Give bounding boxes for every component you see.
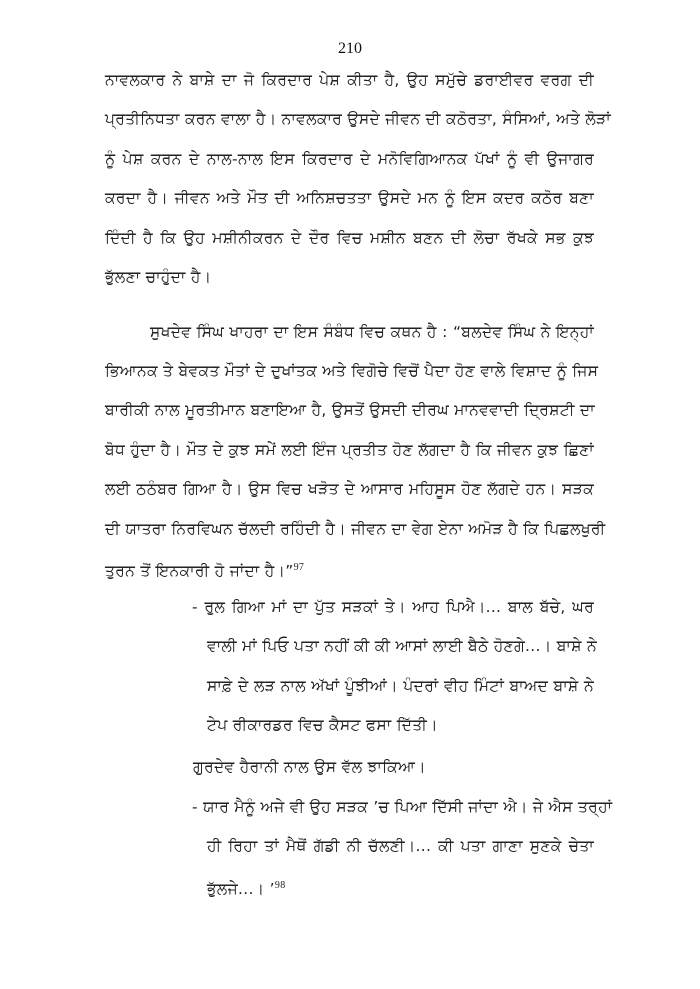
footnote-ref: 97 bbox=[293, 562, 305, 573]
text-line: ਦਿੰਦੀ ਹੈ ਕਿ ਉਹ ਮਸ਼ੀਨੀਕਰਨ ਦੇ ਦੌਰ ਵਿਚ ਮਸ਼ੀਨ ਬਣਨ ਦੀ ਲੋਚਾ ਰੱਖਕੇ ਸਭ ਕੁਝ bbox=[105, 229, 594, 247]
dialogue-line: ਟੇਪ ਰੀਕਾਰਡਰ ਵਿਚ ਕੈਸਟ ਫਸਾ ਦਿੱਤੀ। bbox=[207, 716, 438, 734]
dialogue-line: ਸਾਫ਼ੇ ਦੇ ਲੜ ਨਾਲ ਅੱਖਾਂ ਪੂੰਝੀਆਂ। ਪੰਦਰਾਂ ਵੀਹ ਮਿੰਟਾਂ ਬਾਅਦ ਬਾਸ਼ੇ ਨੇ bbox=[207, 677, 594, 695]
text-line: ਕਰਦਾ ਹੈ। ਜੀਵਨ ਅਤੇ ਮੌਤ ਦੀ ਅਨਿਸ਼ਚਤਤਾ ਉਸਦੇ ਮਨ ਨੂੰ ਇਸ ਕਦਰ ਕਠੋਰ ਬਣਾ bbox=[105, 189, 594, 207]
text-line: ਨਾਵਲਕਾਰ ਨੇ ਬਾਸ਼ੇ ਦਾ ਜੋ ਕਿਰਦਾਰ ਪੇਸ਼ ਕੀਤਾ ਹੈ, ਉਹ ਸਮੁੱਚੇ ਡਰਾਈਵਰ ਵਰਗ ਦੀ bbox=[105, 71, 594, 89]
text-line: ਤੁਰਨ ਤੋਂ ਇਨਕਾਰੀ ਹੋ ਜਾਂਦਾ ਹੈ।” bbox=[105, 562, 294, 580]
text-line: ਬੋਧ ਹੁੰਦਾ ਹੈ। ਮੌਤ ਦੇ ਕੁਝ ਸਮੇਂ ਲਈ ਇੰਜ ਪ੍ਰਤੀਤ ਹੋਣ ਲੱਗਦਾ ਹੈ ਕਿ ਜੀਵਨ ਕੁਝ ਛਿਣਾਂ bbox=[105, 441, 594, 459]
text-line: ਭੁੱਲਣਾ ਚਾਹੁੰਦਾ ਹੈ। bbox=[105, 268, 212, 286]
text-line: ਸੁਖਦੇਵ ਸਿੰਘ ਖਾਹਰਾ ਦਾ ਇਸ ਸੰਬੰਧ ਵਿਚ ਕਥਨ ਹੈ : “ਬਲਦੇਵ ਸਿੰਘ ਨੇ ਇਨ੍ਹਾਂ bbox=[150, 323, 594, 341]
dialogue-line: - ਯਾਰ ਮੈਨੂੰ ਅਜੇ ਵੀ ਉਹ ਸੜਕ ’ਚ ਪਿਆ ਦਿੱਸੀ ਜਾਂਦਾ ਐ। ਜੇ ਐਸ ਤਰ੍ਹਾਂ bbox=[192, 798, 613, 816]
text-line: ਭਿਆਨਕ ਤੇ ਬੇਵਕਤ ਮੌਤਾਂ ਦੇ ਦੁਖਾਂਤਕ ਅਤੇ ਵਿਗੋਚੇ ਵਿਚੋਂ ਪੈਦਾ ਹੋਣ ਵਾਲੇ ਵਿਸ਼ਾਦ ਨੂੰ ਜਿਸ bbox=[105, 362, 599, 380]
page-number: 210 bbox=[338, 40, 362, 57]
text-line-with-footnote bbox=[105, 558, 304, 581]
footnote-ref: 98 bbox=[274, 880, 286, 891]
dialogue-line-with-footnote bbox=[207, 876, 286, 899]
dialogue-line: ਭੁੱਲਜੇ...। ’ bbox=[207, 880, 275, 898]
text-line: ਨੂੰ ਪੇਸ਼ ਕਰਨ ਦੇ ਨਾਲ-ਨਾਲ ਇਸ ਕਿਰਦਾਰ ਦੇ ਮਨੋਵਿਗਿਆਨਕ ਪੱਖਾਂ ਨੂੰ ਵੀ ਉਜਾਗਰ bbox=[105, 150, 594, 168]
dialogue-line: ਹੀ ਰਿਹਾ ਤਾਂ ਮੈਥੋਂ ਗੱਡੀ ਨੀ ਚੱਲਣੀ।... ਕੀ ਪਤਾ ਗਾਣਾ ਸੁਣਕੇ ਚੇਤਾ bbox=[207, 837, 594, 855]
text-line: ਪ੍ਰਤੀਨਿਧਤਾ ਕਰਨ ਵਾਲਾ ਹੈ। ਨਾਵਲਕਾਰ ਉਸਦੇ ਜੀਵਨ ਦੀ ਕਠੋਰਤਾ, ਸੰਸਿਆਂ, ਅਤੇ ਲੋੜਾਂ bbox=[105, 110, 611, 128]
dialogue-line: - ਰੁਲ ਗਿਆ ਮਾਂ ਦਾ ਪੁੱਤ ਸੜਕਾਂ ਤੇ। ਆਹ ਪਿਐ।... ਬਾਲ ਬੱਚੇ, ਘਰ bbox=[192, 598, 594, 616]
dialogue-line: ਵਾਲੀ ਮਾਂ ਪਿਓ ਪਤਾ ਨਹੀਂ ਕੀ ਕੀ ਆਸਾਂ ਲਾਈ ਬੈਠੇ ਹੋਣਗੇ...। ਬਾਸ਼ੇ ਨੇ bbox=[207, 637, 597, 655]
text-line: ਲਈ ਠਠੰਬਰ ਗਿਆ ਹੈ। ਉਸ ਵਿਚ ਖੜੋਤ ਦੇ ਆਸਾਰ ਮਹਿਸੂਸ ਹੋਣ ਲੱਗਦੇ ਹਨ। ਸੜਕ bbox=[105, 480, 594, 498]
text-line: ਬਾਰੀਕੀ ਨਾਲ ਮੂਰਤੀਮਾਨ ਬਣਾਇਆ ਹੈ, ਉਸਤੋਂ ਉਸਦੀ ਦੀਰਘ ਮਾਨਵਵਾਦੀ ਦ੍ਰਿਸ਼ਟੀ ਦਾ bbox=[105, 401, 595, 419]
narration-line: ਗੁਰਦੇਵ ਹੈਰਾਨੀ ਨਾਲ ਉਸ ਵੱਲ ਝਾਕਿਆ। bbox=[193, 758, 426, 776]
text-line: ਦੀ ਯਾਤਰਾ ਨਿਰਵਿਘਨ ਚੱਲਦੀ ਰਹਿੰਦੀ ਹੈ। ਜੀਵਨ ਦਾ ਵੇਗ ਏਨਾ ਅਮੋੜ ਹੈ ਕਿ ਪਿਛਲਖੁਰੀ bbox=[105, 520, 606, 538]
